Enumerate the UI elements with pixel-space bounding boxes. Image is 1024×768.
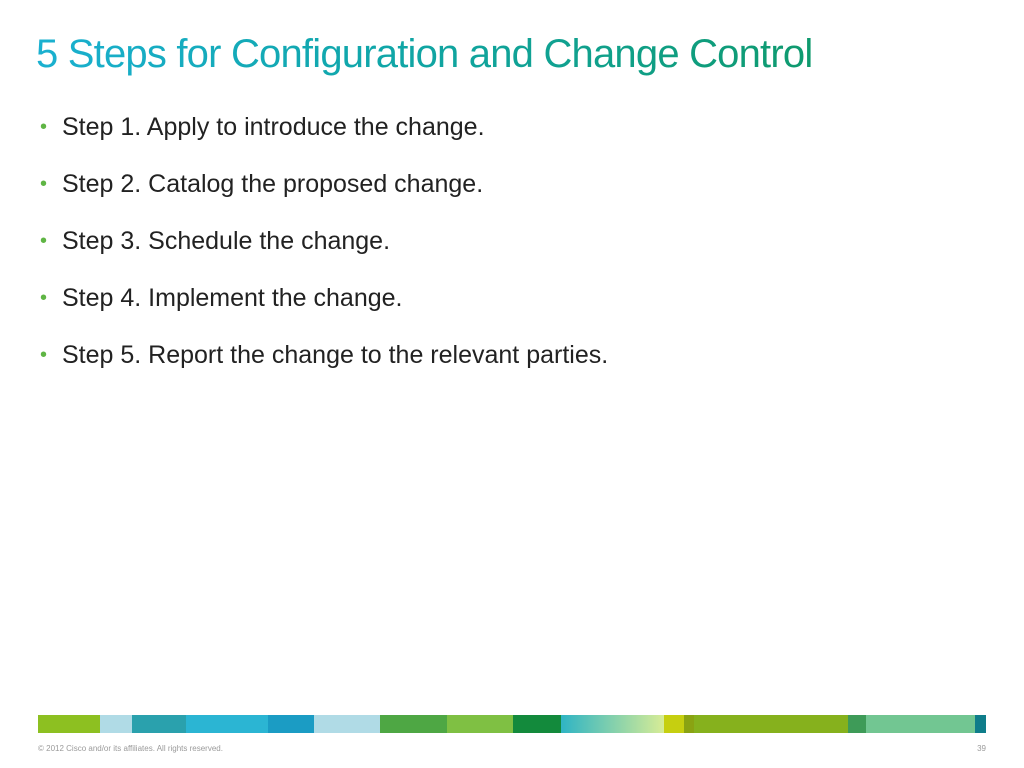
color-segment <box>513 715 561 733</box>
bullet-marker: • <box>40 287 48 309</box>
bullet-item-5 <box>40 338 608 395</box>
bullet-text: Step 3. Schedule the change. <box>62 227 391 255</box>
bullet-list <box>40 110 608 395</box>
bullet-text: Step 1. Apply to introduce the change. <box>62 113 485 141</box>
bullet-marker: • <box>40 230 48 252</box>
bullet-marker: • <box>40 173 48 195</box>
color-segment <box>314 715 380 733</box>
bullet-item-3 <box>40 224 608 281</box>
color-segment <box>132 715 187 733</box>
color-segment <box>664 715 684 733</box>
color-segment <box>380 715 448 733</box>
color-segment <box>38 715 100 733</box>
color-segment <box>268 715 314 733</box>
color-segment <box>447 715 513 733</box>
color-segment <box>866 715 976 733</box>
color-segment <box>684 715 694 733</box>
bullet-text: Step 4. Implement the change. <box>62 284 403 312</box>
bullet-marker: • <box>40 344 48 366</box>
bullet-text: Step 5. Report the change to the relevant parties. <box>62 341 609 369</box>
bullet-item-4 <box>40 281 608 338</box>
color-segment <box>848 715 866 733</box>
bullet-item-1 <box>40 110 608 167</box>
color-segment <box>561 715 665 733</box>
color-segment <box>186 715 268 733</box>
bullet-marker: • <box>40 116 48 138</box>
color-segment <box>975 715 986 733</box>
color-segment <box>694 715 847 733</box>
footer-page-number: 39 <box>977 744 986 753</box>
bullet-item-2 <box>40 167 608 224</box>
bullet-text: Step 2. Catalog the proposed change. <box>62 170 484 198</box>
slide-title: 5 Steps for Configuration and Change Control <box>36 28 812 80</box>
footer-copyright: © 2012 Cisco and/or its affiliates. All rights reserved. <box>38 744 223 753</box>
color-segment <box>100 715 132 733</box>
decorative-color-bar <box>38 715 986 733</box>
